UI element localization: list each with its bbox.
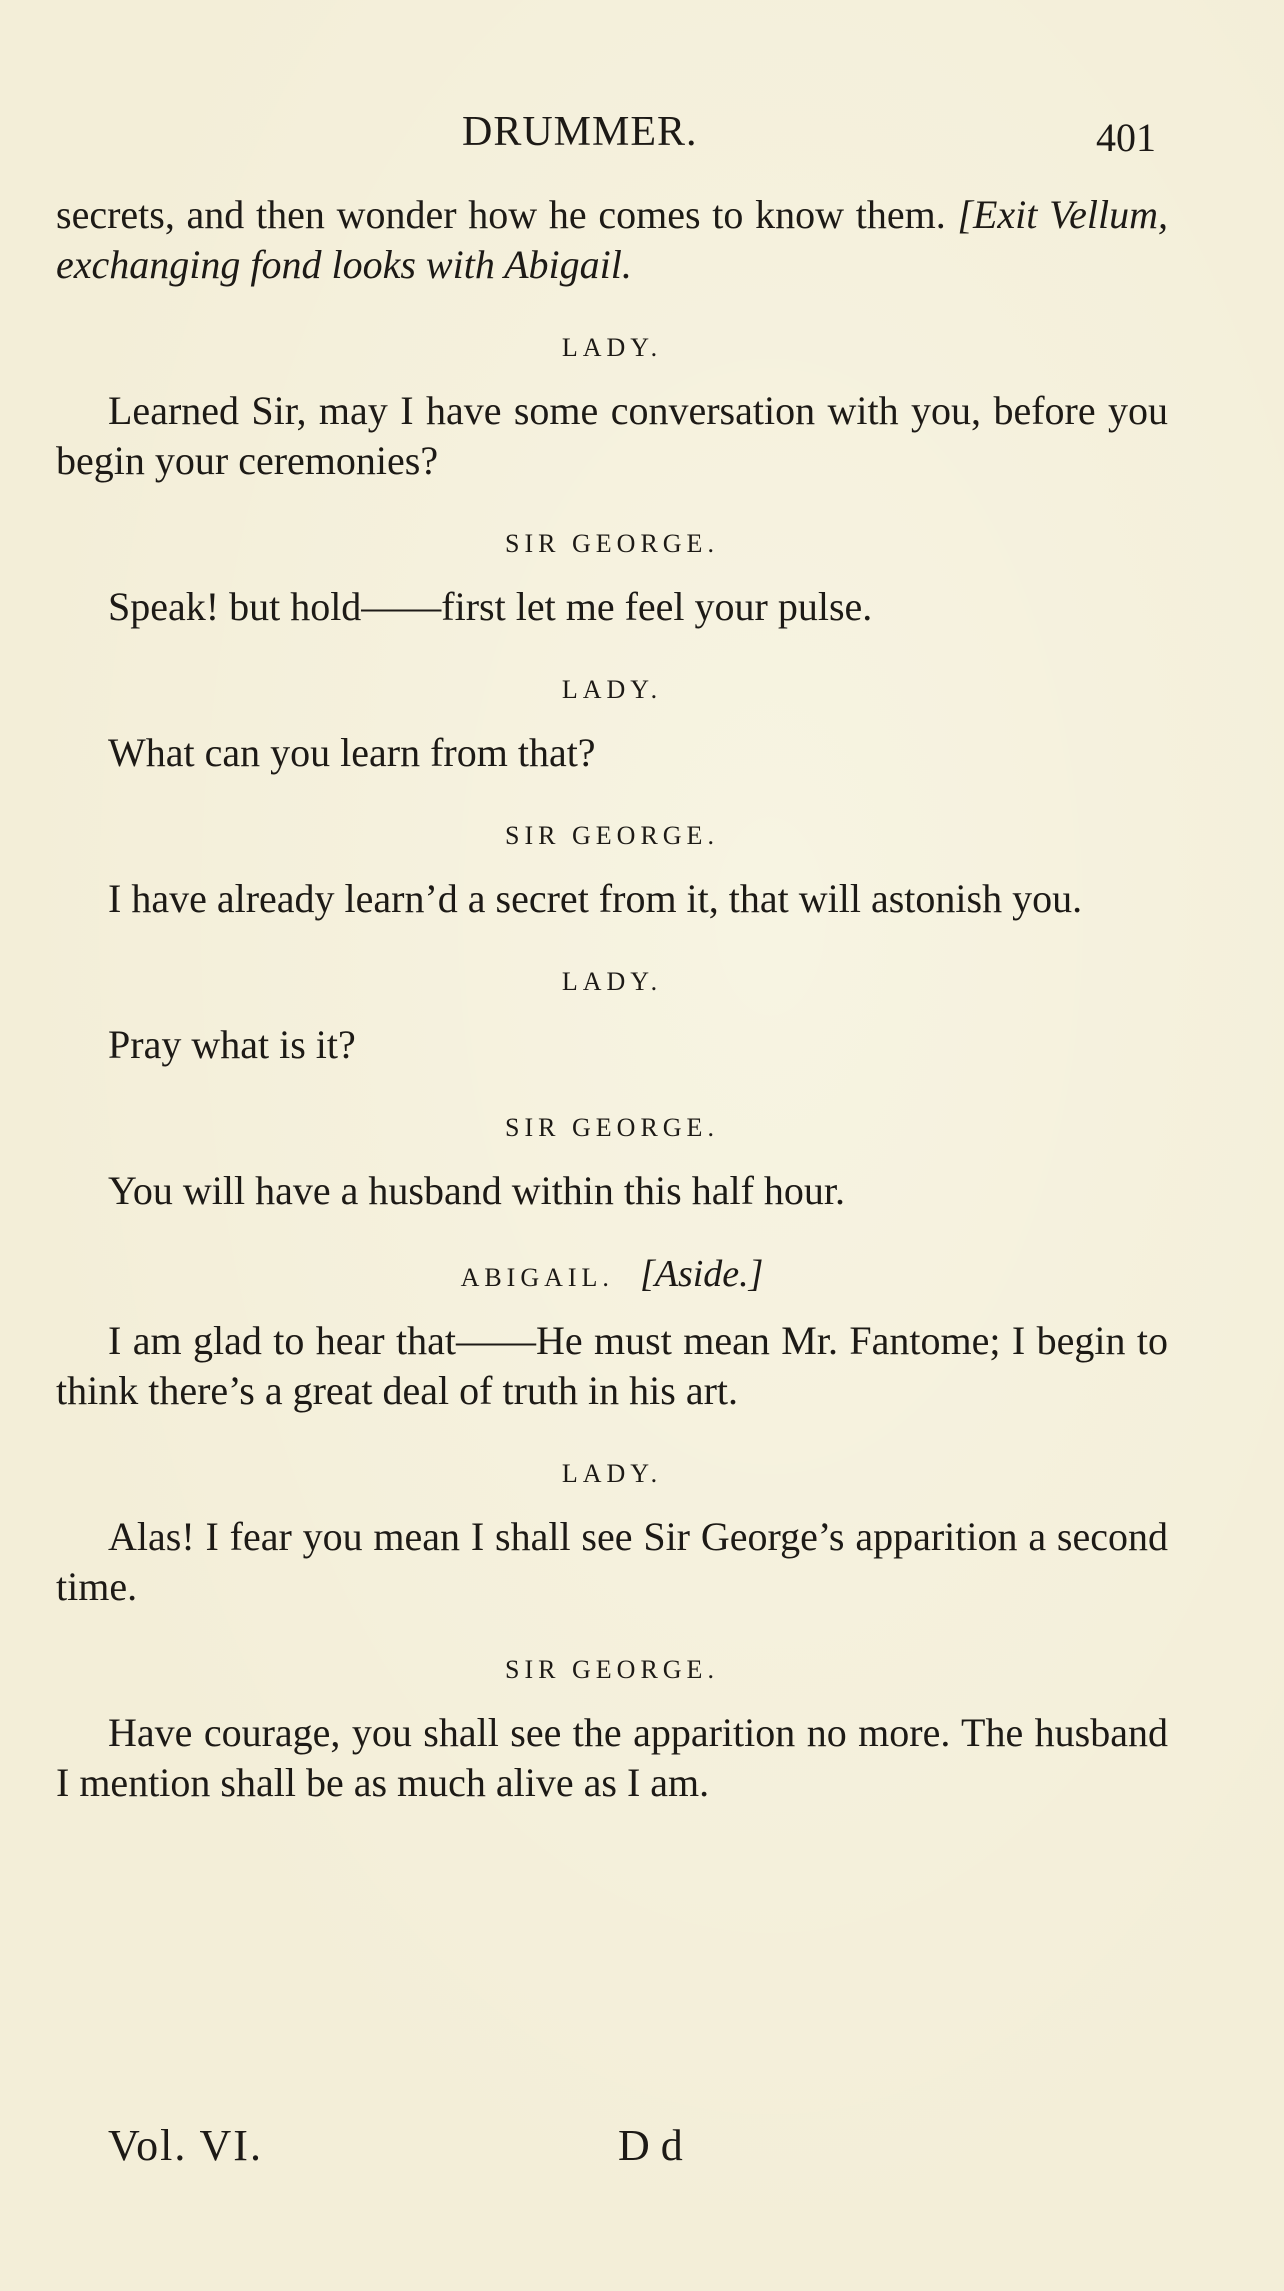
speaker-name: LADY. bbox=[561, 333, 663, 362]
dialogue-paragraph: Alas! I fear you mean I shall see Sir George’s apparition a second time. bbox=[56, 1514, 1168, 1609]
speaker-name: LADY. bbox=[561, 675, 663, 704]
volume-label: Vol. VI. bbox=[108, 2121, 263, 2170]
play-text bbox=[56, 190, 1168, 1808]
signature-mark: D d bbox=[618, 2121, 683, 2170]
stage-direction: [Exit Vellum, exchanging fond looks with Abigail. bbox=[56, 192, 1168, 287]
speaker-name: SIR GEORGE. bbox=[505, 821, 719, 850]
aside-direction: [Aside.] bbox=[639, 1253, 764, 1295]
speaker-name: SIR GEORGE. bbox=[505, 1113, 719, 1142]
dialogue-paragraph: I have already learn’d a secret from it, that will astonish you. bbox=[108, 876, 1083, 921]
speaker-name: LADY. bbox=[561, 967, 663, 996]
running-title: DRUMMER. bbox=[462, 109, 698, 155]
dialogue-paragraph: Pray what is it? bbox=[108, 1022, 356, 1067]
speaker-name: ABIGAIL. bbox=[460, 1263, 614, 1292]
speaker-with-aside bbox=[56, 1254, 1168, 1298]
dialogue-paragraph: Learned Sir, may I have some conversation with you, before you begin your ceremonies? bbox=[56, 388, 1168, 483]
page-number: 401 bbox=[1096, 115, 1156, 160]
dialogue-paragraph: What can you learn from that? bbox=[108, 730, 596, 775]
dialogue-paragraph: I am glad to hear that——He must mean Mr. Fantome; I begin to think there’s a great deal of truth in his art. bbox=[56, 1318, 1168, 1413]
running-head bbox=[0, 108, 1284, 168]
dialogue-paragraph: Have courage, you shall see the apparition no more. The husband I mention shall be as much alive as I am. bbox=[56, 1710, 1168, 1805]
page-footer bbox=[108, 2120, 1108, 2180]
speaker-name: SIR GEORGE. bbox=[505, 1655, 719, 1684]
dialogue-paragraph: secrets, and then wonder how he comes to know them. [Exit Vellum, exchanging fond looks with Abigail. bbox=[56, 192, 1168, 287]
speaker-name: LADY. bbox=[561, 1459, 663, 1488]
dialogue-paragraph: You will have a husband within this half hour. bbox=[108, 1168, 846, 1213]
dialogue-paragraph: Speak! but hold——first let me feel your pulse. bbox=[108, 584, 873, 629]
speaker-name: SIR GEORGE. bbox=[505, 529, 719, 558]
